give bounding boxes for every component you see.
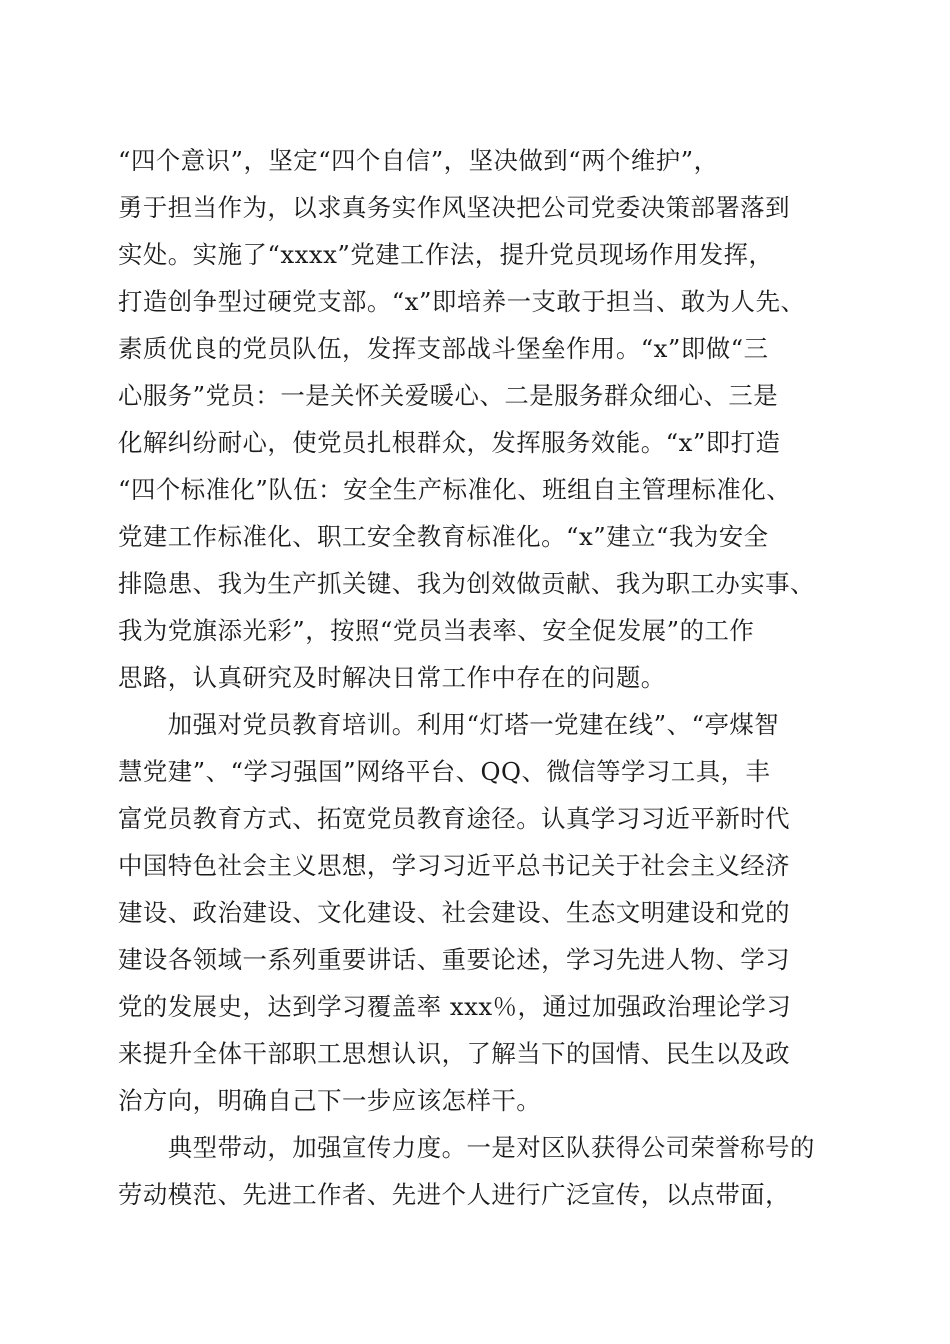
text-line: 劳动模范、先进工作者、先进个人进行广泛宣传，以点带面， — [118, 1180, 791, 1209]
text-line: 建设各领域一系列重要讲话、重要论述，学习先进人物、学习 — [118, 945, 791, 974]
text-line: 打造创争型过硬党支部。“x”即培养一支敢于担当、敢为人先、 — [118, 287, 806, 316]
text-line: 党建工作标准化、职工安全教育标准化。“x”建立“我为安全 — [118, 522, 769, 551]
text-line: 素质优良的党员队伍，发挥支部战斗堡垒作用。“x”即做“三 — [118, 334, 769, 363]
text-line: 慧党建”、“学习强国”网络平台、QQ、微信等学习工具，丰 — [118, 757, 771, 786]
text-line: 中国特色社会主义思想，学习习近平总书记关于社会主义经济 — [118, 851, 791, 880]
document-body — [118, 137, 834, 1218]
text-line: “四个标准化”队伍：安全生产标准化、班组自主管理标准化、 — [118, 475, 792, 504]
text-line: 心服务”党员：一是关怀关爱暖心、二是服务群众细心、三是 — [118, 381, 779, 410]
paragraph-first-line: 加强对党员教育培训。利用“灯塔一党建在线”、“亭煤智 — [118, 710, 780, 739]
text-line: 党的发展史，达到学习覆盖率 xxx％，通过加强政治理论学习 — [118, 992, 792, 1021]
text-line: 思路，认真研究及时解决日常工作中存在的问题。 — [118, 663, 666, 692]
text-line: 来提升全体干部职工思想认识，了解当下的国情、民生以及政 — [118, 1039, 791, 1068]
text-line: 治方向，明确自己下一步应该怎样干。 — [118, 1086, 542, 1115]
paragraph-first-line: 典型带动，加强宣传力度。一是对区队获得公司荣誉称号的 — [118, 1133, 815, 1162]
text-line: 我为党旗添光彩”，按照“党员当表率、安全促发展”的工作 — [118, 616, 755, 645]
text-line: 化解纠纷耐心，使党员扎根群众，发挥服务效能。“x”即打造 — [118, 428, 781, 457]
text-line: 实处。实施了“xxxx”党建工作法，提升党员现场作用发挥， — [118, 240, 774, 269]
text-line: 排隐患、我为生产抓关键、我为创效做贡献、我为职工办实事、 — [118, 569, 815, 598]
text-line: 富党员教育方式、拓宽党员教育途径。认真学习习近平新时代 — [118, 804, 791, 833]
text-line: 建设、政治建设、文化建设、社会建设、生态文明建设和党的 — [118, 898, 791, 927]
text-line: “四个意识”，坚定“四个自信”，坚决做到“两个维护”， — [118, 146, 719, 175]
text-line: 勇于担当作为，以求真务实作风坚决把公司党委决策部署落到 — [118, 193, 791, 222]
